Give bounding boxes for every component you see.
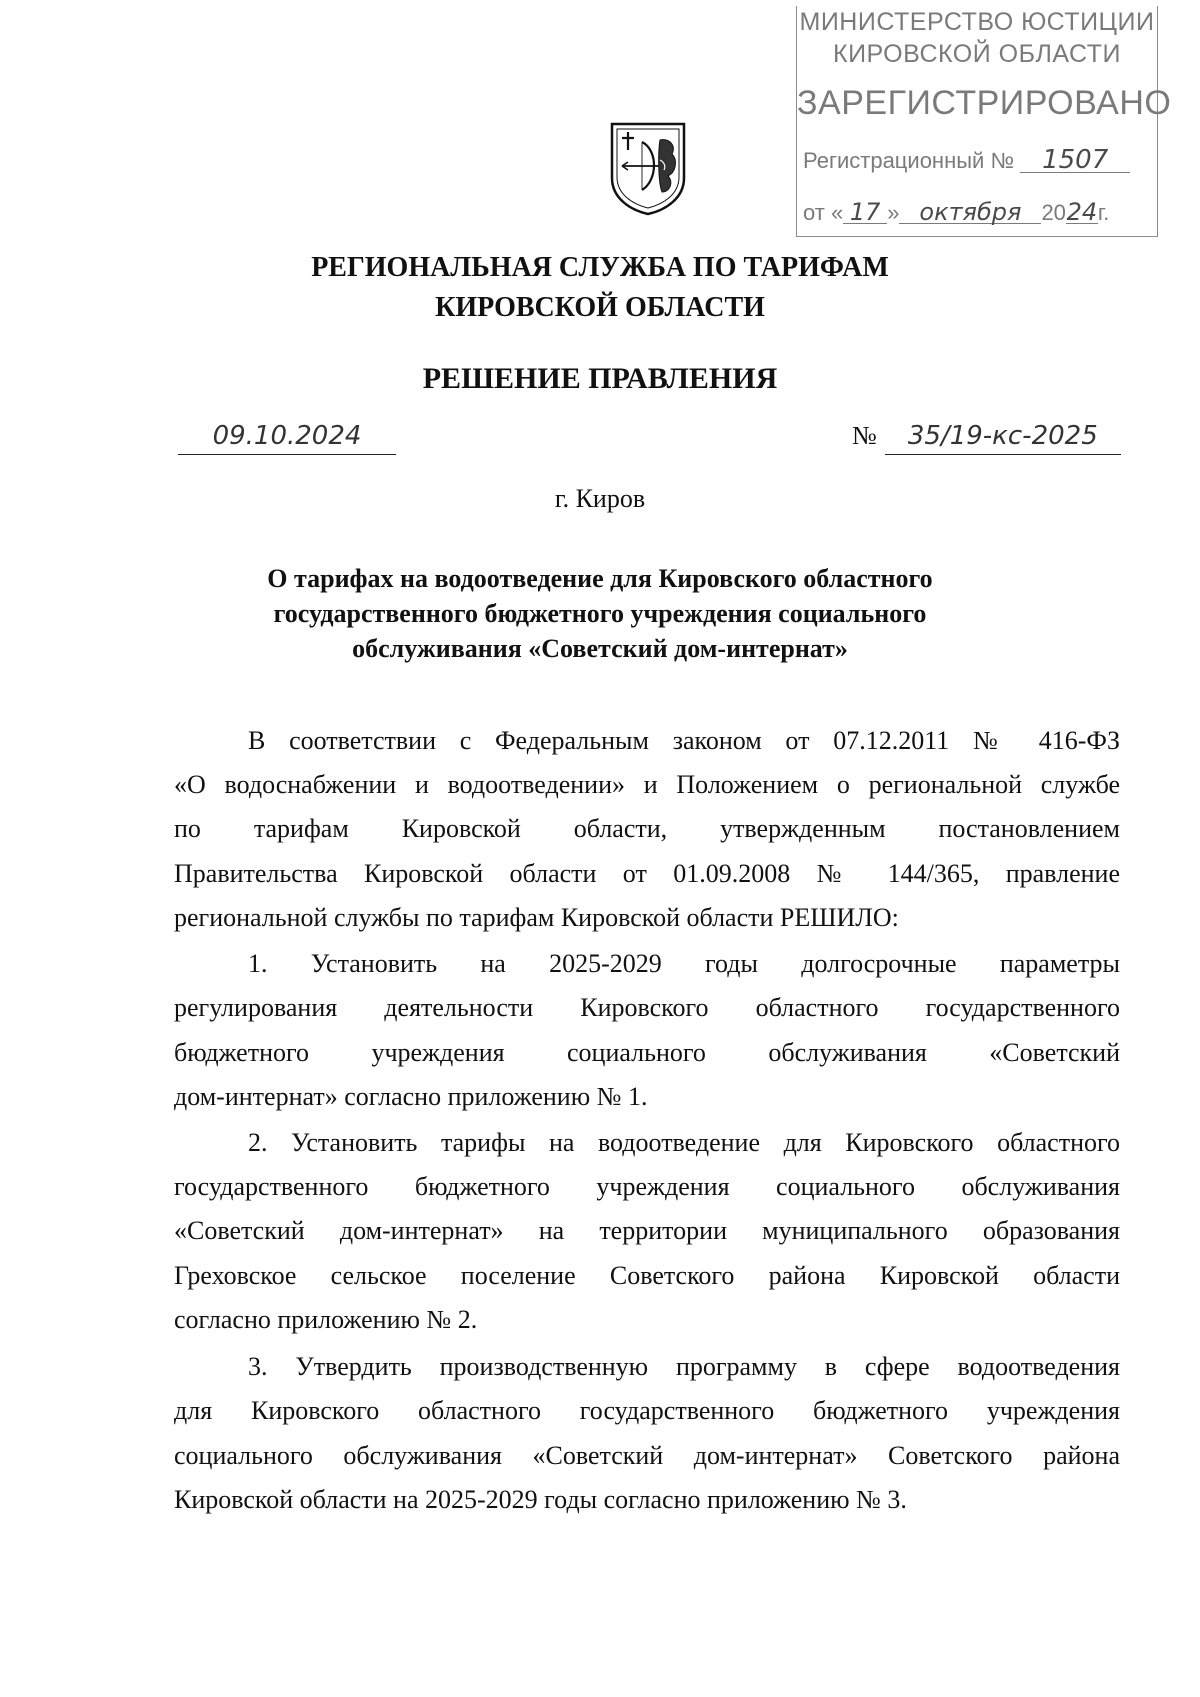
stamp-date-day: 17	[843, 201, 887, 224]
organization-name-line1: РЕГИОНАЛЬНАЯ СЛУЖБА ПО ТАРИФАМ	[311, 252, 889, 283]
stamp-registration-line	[803, 145, 1130, 175]
body-line: 1. Установить на 2025-2029 годы долгосрочные параметры	[248, 949, 1120, 978]
body-line: Правительства Кировской области от 01.09.2008 № 144/365, правление	[174, 859, 1120, 888]
body-line: по тарифам Кировской области, утвержденным постановлением	[174, 814, 1120, 843]
stamp-date-mid: »	[887, 200, 900, 225]
document-type: РЕШЕНИЕ ПРАВЛЕНИЯ	[422, 362, 778, 395]
stamp-reg-number: 1507	[1020, 148, 1130, 173]
body-line: региональной службы по тарифам Кировской области РЕШИЛО:	[174, 903, 899, 932]
kirov-coat-of-arms-icon	[608, 120, 688, 216]
stamp-reg-label: Регистрационный №	[803, 148, 1015, 173]
body-line: согласно приложению № 2.	[174, 1305, 478, 1334]
document-title-line: обслуживания «Советский дом-интернат»	[352, 634, 848, 663]
body-line: «Советский дом-интернат» на территории муниципального образования	[174, 1216, 1120, 1245]
body-line: В соответствии с Федеральным законом от 07.12.2011 № 416-ФЗ	[248, 726, 1120, 755]
body-line: 3. Утвердить производственную программу в сфере водоотведения	[248, 1352, 1120, 1381]
body-line: социального обслуживания «Советский дом-интернат» Советского района	[174, 1441, 1120, 1470]
stamp-ministry-line1: МИНИСТЕРСТВО ЮСТИЦИИ	[799, 8, 1155, 36]
body-line: Кировской области на 2025-2029 годы согласно приложению № 3.	[174, 1485, 907, 1514]
city: г. Киров	[554, 484, 646, 513]
document-number: 35/19-кс-2025	[885, 418, 1121, 455]
organization-name-line2: КИРОВСКОЙ ОБЛАСТИ	[435, 292, 765, 323]
stamp-date-prefix: от «	[803, 200, 844, 225]
stamp-status: ЗАРЕГИСТРИРОВАНО	[797, 84, 1172, 122]
stamp-date-year: 24	[1066, 198, 1098, 226]
document-title-line: О тарифах на водоотведение для Кировского областного	[267, 564, 933, 593]
stamp-date-suffix: г.	[1097, 200, 1110, 225]
stamp-date-month: октября	[899, 201, 1041, 224]
body-line: для Кировского областного государственного бюджетного учреждения	[174, 1396, 1120, 1425]
stamp-date-line	[803, 200, 1109, 226]
document-title-line: государственного бюджетного учреждения социального	[273, 599, 927, 628]
body-line: Греховское сельское поселение Советского района Кировской области	[174, 1261, 1120, 1290]
body-line: государственного бюджетного учреждения социального обслуживания	[174, 1172, 1120, 1201]
body-line: «О водоснабжении и водоотведении» и Положением о региональной службе	[174, 770, 1120, 799]
body-line: 2. Установить тарифы на водоотведение для Кировского областного	[248, 1128, 1120, 1157]
body-line: бюджетного учреждения социального обслуживания «Советский	[174, 1038, 1120, 1067]
registration-stamp	[796, 6, 1172, 237]
stamp-ministry-line2: КИРОВСКОЙ ОБЛАСТИ	[833, 40, 1121, 68]
body-line: регулирования деятельности Кировского областного государственного	[174, 993, 1120, 1022]
body-line: дом-интернат» согласно приложению № 1.	[174, 1082, 648, 1111]
document-number-line	[852, 418, 1121, 455]
stamp-date-year-prefix: 20	[1041, 200, 1066, 225]
document-number-prefix: №	[852, 421, 877, 450]
document-date: 09.10.2024	[178, 418, 396, 455]
